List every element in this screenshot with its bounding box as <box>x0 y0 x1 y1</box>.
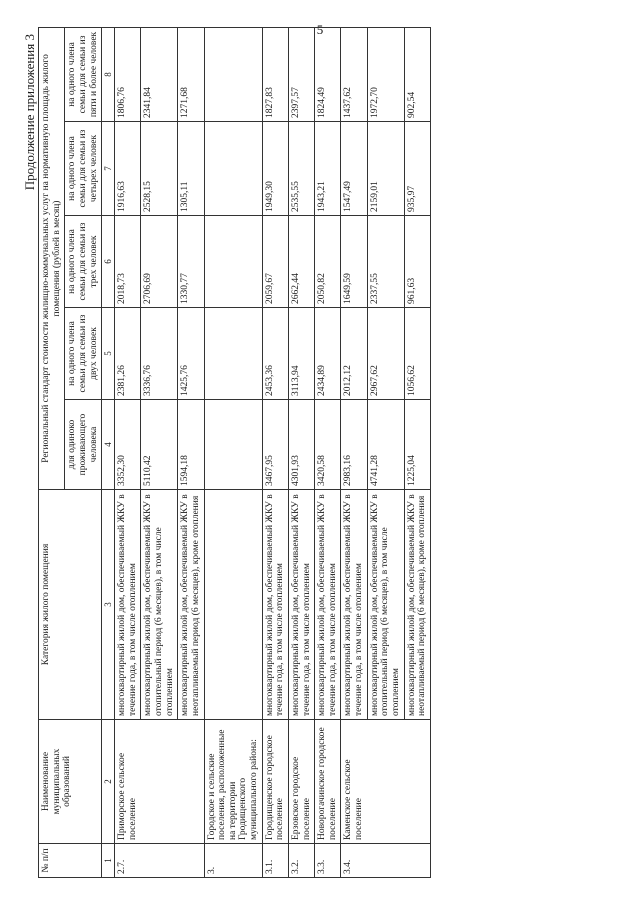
row-value: 1649,59 <box>341 216 367 308</box>
row-value: 2050,82 <box>315 216 341 308</box>
col-index: 3 <box>102 490 115 720</box>
row-value: 1594,18 <box>178 400 204 490</box>
row-category: многоквартирный жилой дом, обеспечиваемый ЖКУ в неотапливаемый период (6 месяцев), кроме отопления <box>178 490 204 720</box>
row-value: 2967,62 <box>367 308 404 400</box>
row-value: 1949,30 <box>262 122 288 216</box>
row-municipality: Каменское сельское поселение <box>341 720 430 844</box>
row-value: 4301,93 <box>288 400 314 490</box>
row-value: 1824,49 <box>315 27 341 121</box>
page-number: 5 <box>316 22 324 37</box>
row-no: 3.2. <box>288 844 314 878</box>
row-value: 3467,95 <box>262 400 288 490</box>
table-row <box>115 27 141 877</box>
table-row-section <box>204 27 262 877</box>
table-row <box>262 27 288 877</box>
row-value: 2706,69 <box>141 216 178 308</box>
table-row <box>341 27 367 877</box>
row-value: 1305,11 <box>178 122 204 216</box>
row-value: 2983,16 <box>341 400 367 490</box>
row-value: 3336,76 <box>141 308 178 400</box>
row-category: многоквартирный жилой дом, обеспечиваемый ЖКУ в течение года, в том числе отоплением <box>315 490 341 720</box>
row-value: 1943,21 <box>315 122 341 216</box>
row-category: многоквартирный жилой дом, обеспечиваемый ЖКУ в течение года, в том числе отоплением <box>341 490 367 720</box>
subheader-family-4: на одного члена семьи для семьи из четырех человек <box>65 122 102 216</box>
table-row <box>315 27 341 877</box>
row-value <box>204 216 262 308</box>
row-value: 1056,62 <box>404 308 430 400</box>
subheader-single: для одиноко проживающего человека <box>65 400 102 490</box>
row-value: 2341,84 <box>141 27 178 121</box>
row-value: 2434,89 <box>315 308 341 400</box>
header-name: Наименование муниципальных образований <box>39 720 102 844</box>
row-category: многоквартирный жилой дом, обеспечиваемый ЖКУ в течение года, в том числе отоплением <box>288 490 314 720</box>
header-no: № п/п <box>39 844 102 878</box>
row-category: многоквартирный жилой дом, обеспечиваемый ЖКУ в неотапливаемый период (6 месяцев), кроме отопления <box>404 490 430 720</box>
col-index: 5 <box>102 308 115 400</box>
row-value: 1827,83 <box>262 27 288 121</box>
row-value <box>204 122 262 216</box>
row-value: 2397,57 <box>288 27 314 121</box>
row-no: 2.7. <box>115 844 204 878</box>
row-no: 3.1. <box>262 844 288 878</box>
subheader-family-3: на одного члена семьи для семьи из трех человек <box>65 216 102 308</box>
row-category: многоквартирный жилой дом, обеспечиваемый ЖКУ в течение года, в том числе отоплением <box>262 490 288 720</box>
row-no: 3.3. <box>315 844 341 878</box>
header-row <box>39 27 65 877</box>
row-municipality: Городищенское городское поселение <box>262 720 288 844</box>
row-value: 902,54 <box>404 27 430 121</box>
table-row <box>288 27 314 877</box>
row-value <box>204 308 262 400</box>
row-value: 2337,55 <box>367 216 404 308</box>
row-value: 1225,04 <box>404 400 430 490</box>
col-index: 6 <box>102 216 115 308</box>
row-municipality: Приморское сельское поселение <box>115 720 204 844</box>
subheader-family-5plus: на одного члена семьи для семьи из пяти и более человек <box>65 27 102 121</box>
row-no: 3.4. <box>341 844 430 878</box>
appendix-note: Продолжение приложения 3 <box>22 34 37 191</box>
row-value: 1271,68 <box>178 27 204 121</box>
row-municipality: Ерзовское городское поселение <box>288 720 314 844</box>
row-value: 2059,67 <box>262 216 288 308</box>
row-value: 1425,76 <box>178 308 204 400</box>
row-value: 2159,01 <box>367 122 404 216</box>
header-category: Категория жилого помещения <box>39 490 102 720</box>
row-municipality: Городское и сельские поселения, расположенные на территории Гродищенского муниципального района: <box>204 720 262 844</box>
header-standard: Региональный стандарт стоимости жилищно-коммунальных услуг на нормативную площадь жилого помещения (рублей в месяц) <box>39 27 65 489</box>
row-value: 4741,28 <box>367 400 404 490</box>
row-value: 2453,36 <box>262 308 288 400</box>
standard-cost-table <box>38 27 431 878</box>
row-value <box>204 400 262 490</box>
col-index: 4 <box>102 400 115 490</box>
col-index: 2 <box>102 720 115 844</box>
row-category <box>204 490 262 720</box>
row-value: 1330,77 <box>178 216 204 308</box>
col-index: 1 <box>102 844 115 878</box>
row-value <box>204 27 262 121</box>
row-value: 2381,26 <box>115 308 141 400</box>
column-index-row <box>102 27 115 877</box>
row-value: 3352,30 <box>115 400 141 490</box>
row-value: 935,97 <box>404 122 430 216</box>
row-value: 1916,63 <box>115 122 141 216</box>
row-value: 3420,58 <box>315 400 341 490</box>
row-category: многоквартирный жилой дом, обеспечиваемый ЖКУ в отопительный период (6 месяцев), в том числе отоплением <box>141 490 178 720</box>
row-value: 3113,94 <box>288 308 314 400</box>
rotated-page-content <box>22 28 622 878</box>
row-value: 2535,55 <box>288 122 314 216</box>
row-no: 3. <box>204 844 262 878</box>
row-category: многоквартирный жилой дом, обеспечиваемый ЖКУ в отопительный период (6 месяцев), в том числе отоплением <box>367 490 404 720</box>
row-value: 2012,12 <box>341 308 367 400</box>
row-value: 1547,49 <box>341 122 367 216</box>
row-municipality: Новорогачинское городское поселение <box>315 720 341 844</box>
row-value: 1437,62 <box>341 27 367 121</box>
row-value: 1806,76 <box>115 27 141 121</box>
row-value: 961,63 <box>404 216 430 308</box>
col-index: 7 <box>102 122 115 216</box>
col-index: 8 <box>102 27 115 121</box>
row-value: 5110,42 <box>141 400 178 490</box>
row-value: 2662,44 <box>288 216 314 308</box>
row-value: 2018,73 <box>115 216 141 308</box>
subheader-family-2: на одного члена семьи для семьи из двух человек <box>65 308 102 400</box>
row-value: 2528,15 <box>141 122 178 216</box>
row-value: 1972,70 <box>367 27 404 121</box>
row-category: многоквартирный жилой дом, обеспечиваемый ЖКУ в течение года, в том числе отоплением <box>115 490 141 720</box>
